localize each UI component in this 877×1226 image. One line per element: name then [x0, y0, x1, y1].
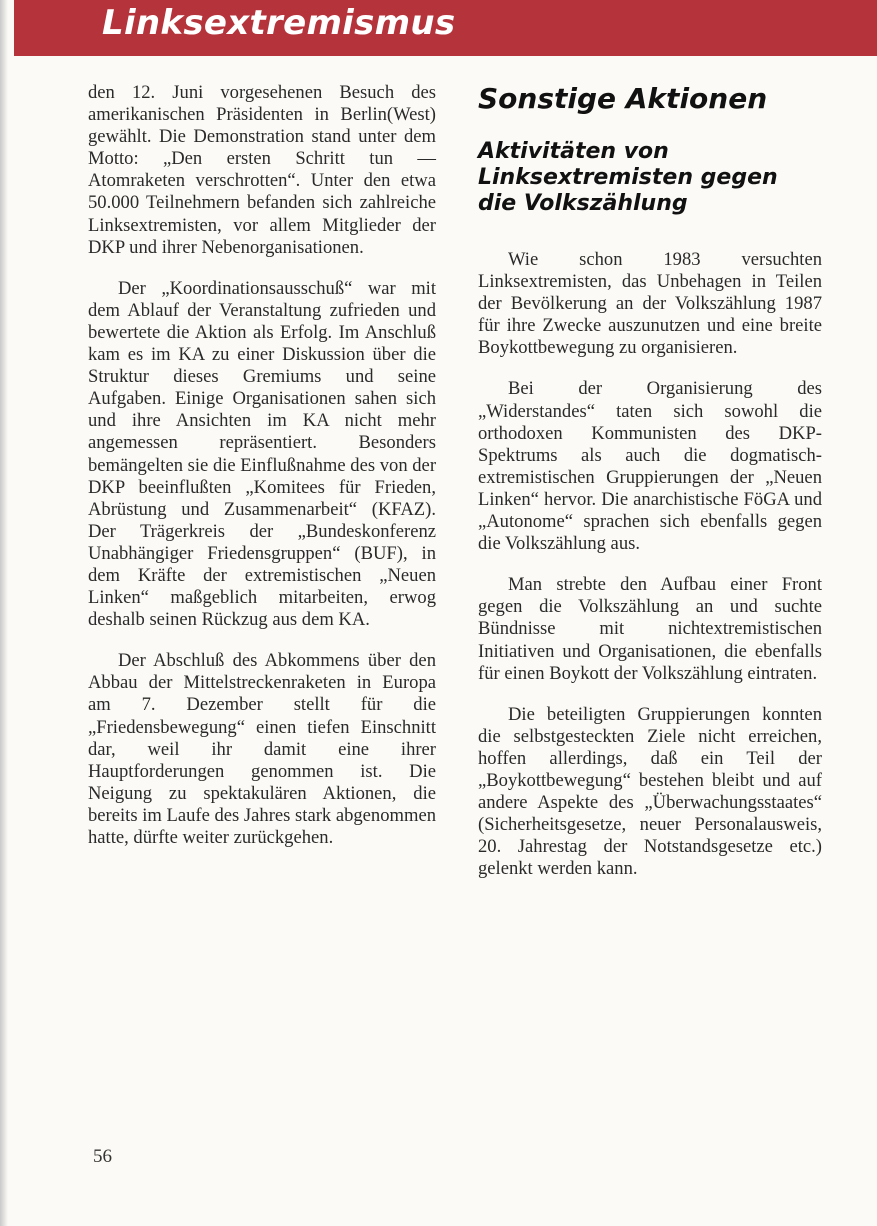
body-paragraph: Bei der Organisierung des „Widerstandes“ taten sich sowohl die orthodoxen Kommunisten des DKP-Spektrums als auch die dogmatisch- extremistischen Gruppierungen der „Neuen Linken“ hervor. Die anarchistische FöGA und „Autonome“ sprachen sich ebenfalls gegen die Volkszählung aus.	[478, 378, 822, 555]
page-edge-shadow	[0, 0, 8, 1226]
section-heading: Sonstige Aktionen	[478, 82, 768, 115]
body-paragraph: Wie schon 1983 versuchten Linksextremisten, das Unbehagen in Teilen der Bevölkerung an der Volkszählung 1987 für ihre Zwecke auszunutzen und eine breite Boykottbewegung zu organisieren.	[478, 249, 822, 359]
chapter-title: Linksextremismus	[102, 3, 456, 43]
chapter-header-bar	[14, 0, 877, 56]
body-paragraph: den 12. Juni vorgesehenen Besuch des amerikanischen Präsidenten in Berlin(West) gewählt. Die Demonstration stand unter dem Motto: „Den ersten Schritt tun — Atomraketen verschrotten“. Unter den etwa 50.000 Teilnehmern befanden sich zahlreiche Linksextremisten, vor allem Mitglieder der DKP und ihrer Nebenorganisationen.	[88, 82, 436, 258]
page-number: 56	[93, 1146, 112, 1167]
body-paragraph: Die beteiligten Gruppierungen konnten die selbstgesteckten Ziele nicht erreichen, hoffen allerdings, daß ein Teil der „Boykottbewegung“ bestehen bleibt und auf andere Aspekte des „Überwachungsstaates“ (Sicherheitsgesetze, neuer Personalausweis, 20. Jahrestag der Notstandsgesetze etc.) gelenkt werden kann.	[478, 703, 822, 880]
subsection-heading: Aktivitäten von Linksextremisten gegen die Volkszählung	[478, 139, 778, 216]
body-paragraph: Man strebte den Aufbau einer Front gegen die Volkszählung an und suchte Bündnisse mit nichtextremistischen Initiativen und Organisationen, die ebenfalls für einen Boykott der Volkszählung eintraten.	[478, 574, 822, 684]
body-paragraph: Der „Koordinationsausschuß“ war mit dem Ablauf der Veranstaltung zufrieden und bewertete die Aktion als Erfolg. Im Anschluß kam es im KA zu einer Diskussion über die Struktur dieses Gremiums und seine Aufgaben. Einige Organisationen sahen sich und ihre Ansichten im KA nicht mehr angemessen repräsentiert. Besonders bemängelten sie die Einflußnahme des von der DKP beeinflußten „Komitees für Frieden, Abrüstung und Zusammenarbeit“ (KFAZ). Der Trägerkreis der „Bundeskonferenz Unabhängiger Friedensgruppen“ (BUF), in dem Kräfte der extremistischen „Neuen Linken“ maßgeblich mitarbeiten, erwog deshalb seinen Rückzug aus dem KA.	[88, 277, 437, 631]
right-column	[478, 82, 822, 899]
left-column	[88, 82, 436, 868]
body-paragraph: Der Abschluß des Abkommens über den Abbau der Mittelstreckenraketen in Europa am 7. Dezember stellt für die „Friedensbewegung“ einen tiefen Einschnitt dar, weil ihr damit eine ihrer Hauptforderungen genommen ist. Die Neigung zu spektakulären Aktionen, die bereits im Laufe des Jahres stark abgenommen hatte, dürfte weiter zurückgehen.	[88, 650, 436, 848]
